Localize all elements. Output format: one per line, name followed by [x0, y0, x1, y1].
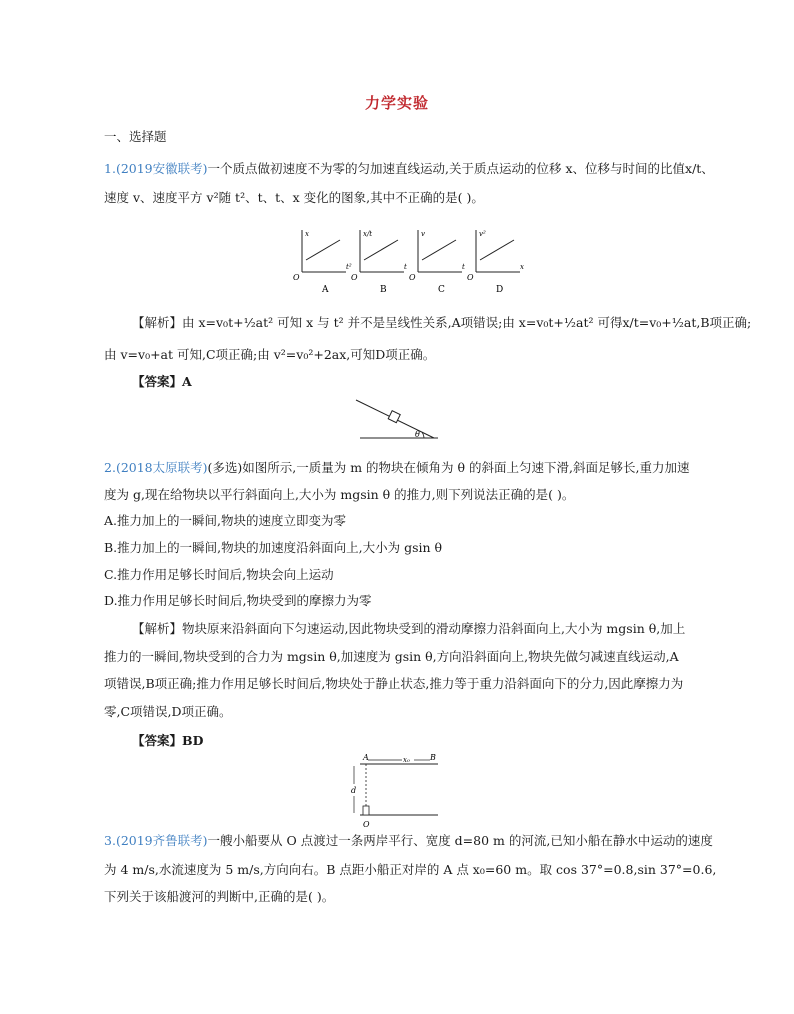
- graph-line: [422, 240, 456, 260]
- page-title: 力学实验: [364, 94, 429, 112]
- q1-analysis-line2: 由 v=v₀+at 可知,C项正确;由 v²=v₀²+2ax,可知D项正确。: [104, 347, 436, 362]
- boat: [363, 806, 369, 815]
- graph-origin-label: O: [409, 273, 416, 282]
- graph-y-label: x/t: [363, 230, 373, 238]
- graph-origin-label: O: [467, 273, 474, 282]
- point-a-label: A: [363, 753, 369, 762]
- q1-line1: [104, 160, 714, 178]
- q2-number: 2.: [104, 460, 116, 475]
- graph-letter-label: A: [322, 285, 329, 295]
- q3-line2: 为 4 m/s,水流速度为 5 m/s,方向向右。B 点距小船正对岸的 A 点 x₀=60 m。取 cos 37°=0.8,sin 37°=0.6,: [104, 862, 717, 877]
- d-label: d: [351, 786, 357, 795]
- q2-analysis-line2: 推力的一瞬间,物块受到的合力为 mgsin θ,加速度为 gsin θ,方向沿斜面向上,物块先做匀减速直线运动,A: [104, 649, 679, 664]
- section-heading: 一、选择题: [104, 129, 167, 144]
- graph-letter-label: B: [380, 285, 387, 295]
- q2-analysis-line1: 【解析】物块原来沿斜面向下匀速运动,因此物块受到的滑动摩擦力沿斜面向上,大小为 mgsin θ,加上: [132, 621, 686, 636]
- q1-line2: 速度 v、速度平方 v²随 t²、t、t、x 变化的图象,其中不正确的是( )。: [104, 190, 484, 205]
- graph-x-label: t: [462, 263, 465, 271]
- x0-label: x₀: [403, 756, 410, 764]
- graph-line: [364, 240, 398, 260]
- graph-y-label: v²: [479, 230, 486, 238]
- graph-y-label: x: [305, 230, 309, 238]
- q2-analysis-line3: 项错误,B项正确;推力作用足够长时间后,物块处于静止状态,推力等于重力沿斜面向下的分力,因此摩擦力为: [104, 676, 684, 691]
- graph-x-label: t: [404, 263, 407, 271]
- graph-y-label: v: [421, 230, 425, 238]
- q1-analysis-line1: 【解析】由 x=v₀t+½at² 可知 x 与 t² 并不是呈线性关系,A项错误;由 x=v₀t+½at² 可得x/t=v₀+½at,B项正确;: [132, 315, 752, 330]
- q2-option-d: D.推力作用足够长时间后,物块受到的摩擦力为零: [104, 593, 372, 608]
- q1-number: 1.: [104, 161, 116, 176]
- graph-line: [480, 240, 514, 260]
- point-o-label: O: [363, 820, 370, 829]
- incline-figure: [350, 396, 450, 446]
- q3-number: 3.: [104, 833, 116, 848]
- river-figure: [330, 750, 450, 830]
- graph-line: [306, 240, 340, 260]
- q1-answer: 【答案】A: [132, 374, 192, 389]
- point-b-label: B: [430, 753, 436, 762]
- q2-line2: 度为 g,现在给物块以平行斜面向上,大小为 mgsin θ 的推力,则下列说法正确的是( )。: [104, 487, 575, 502]
- graph-origin-label: O: [293, 273, 300, 282]
- graph-origin-label: O: [351, 273, 358, 282]
- graph-x-label: x: [520, 263, 524, 271]
- q3-source: (2019齐鲁联考): [115, 833, 208, 848]
- q1-source: (2019安徽联考): [115, 161, 208, 176]
- angle-label: θ: [415, 430, 420, 439]
- q2-option-b: B.推力加上的一瞬间,物块的加速度沿斜面向上,大小为 gsin θ: [104, 540, 443, 555]
- q2-option-c: C.推力作用足够长时间后,物块会向上运动: [104, 567, 334, 582]
- q2-answer: 【答案】BD: [132, 733, 204, 748]
- q2-text1: (多选)如图所示,一质量为 m 的物块在倾角为 θ 的斜面上匀速下滑,斜面足够长,重力加速: [207, 460, 690, 475]
- q3-line1: [104, 832, 713, 850]
- q1-text1: 一个质点做初速度不为零的匀加速直线运动,关于质点运动的位移 x、位移与时间的比值x/t、: [207, 161, 714, 176]
- q2-line1: [104, 459, 689, 477]
- q3-line3: 下列关于该船渡河的判断中,正确的是( )。: [104, 889, 335, 904]
- graph-letter-label: C: [438, 285, 445, 295]
- graph-letter-label: D: [496, 285, 504, 295]
- q3-text1: 一艘小船要从 O 点渡过一条两岸平行、宽度 d=80 m 的河流,已知小船在静水中运动的速度: [207, 833, 713, 848]
- graph-x-label: t²: [346, 263, 352, 271]
- q2-option-a: A.推力加上的一瞬间,物块的速度立即变为零: [104, 513, 346, 528]
- q2-source: (2018太原联考): [115, 460, 208, 475]
- q1-graphs: [290, 226, 530, 296]
- q2-analysis-line4: 零,C项错误,D项正确。: [104, 704, 232, 719]
